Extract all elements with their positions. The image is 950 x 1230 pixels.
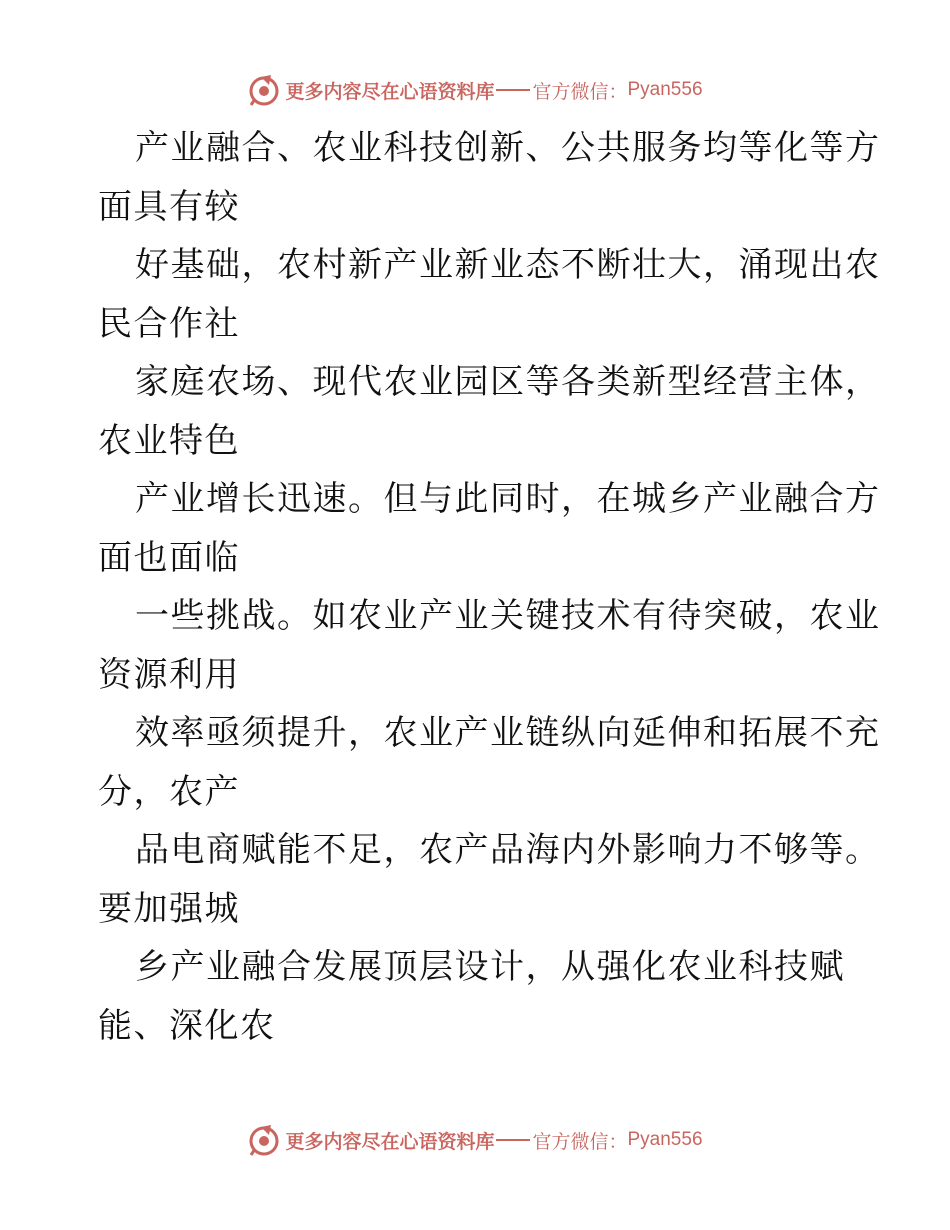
text-line: 一些挑战。如农业产业关键技术有待突破，农业 <box>135 596 881 636</box>
text-line: 面也面临 <box>98 537 240 578</box>
text-line: 好基础，农村新产业新业态不断壮大，涌现出农 <box>135 245 881 285</box>
text-line: 产业增长迅速。但与此同时，在城乡产业融合方 <box>135 479 881 519</box>
document-body <box>98 119 881 1055</box>
text-line: 要加强城 <box>98 888 240 929</box>
text-line: 资源利用 <box>98 654 240 695</box>
text-line: 乡产业融合发展顶层设计，从强化农业科技赋 <box>135 947 845 987</box>
pen-seal-icon <box>247 73 281 107</box>
banner-library-text: 更多内容尽在心语资料库 <box>285 1130 495 1153</box>
text-line: 能、深化农 <box>98 1005 276 1046</box>
banner-dash <box>496 89 530 91</box>
banner-official-label: 官方微信： <box>532 1130 628 1153</box>
text-line: 家庭农场、现代农业园区等各类新型经营主体， <box>135 362 881 402</box>
pen-seal-icon <box>247 1123 281 1157</box>
banner-wechat-id: Pyan556 <box>627 1129 703 1150</box>
text-line: 产业融合、农业科技创新、公共服务均等化等方 <box>135 128 881 168</box>
text-line: 品电商赋能不足，农产品海内外影响力不够等。 <box>135 830 881 870</box>
header-banner <box>0 70 950 110</box>
text-line: 效率亟须提升，农业产业链纵向延伸和拓展不充 <box>135 713 881 753</box>
banner-dash <box>496 1139 530 1141</box>
banner-wechat-id: Pyan556 <box>627 79 703 100</box>
text-line: 民合作社 <box>98 303 240 344</box>
text-line: 面具有较 <box>98 186 240 227</box>
text-line: 分，农产 <box>98 771 240 812</box>
footer-banner <box>0 1120 950 1160</box>
banner-library-text: 更多内容尽在心语资料库 <box>285 80 495 103</box>
banner-official-label: 官方微信： <box>532 80 628 103</box>
text-line: 农业特色 <box>98 420 240 461</box>
